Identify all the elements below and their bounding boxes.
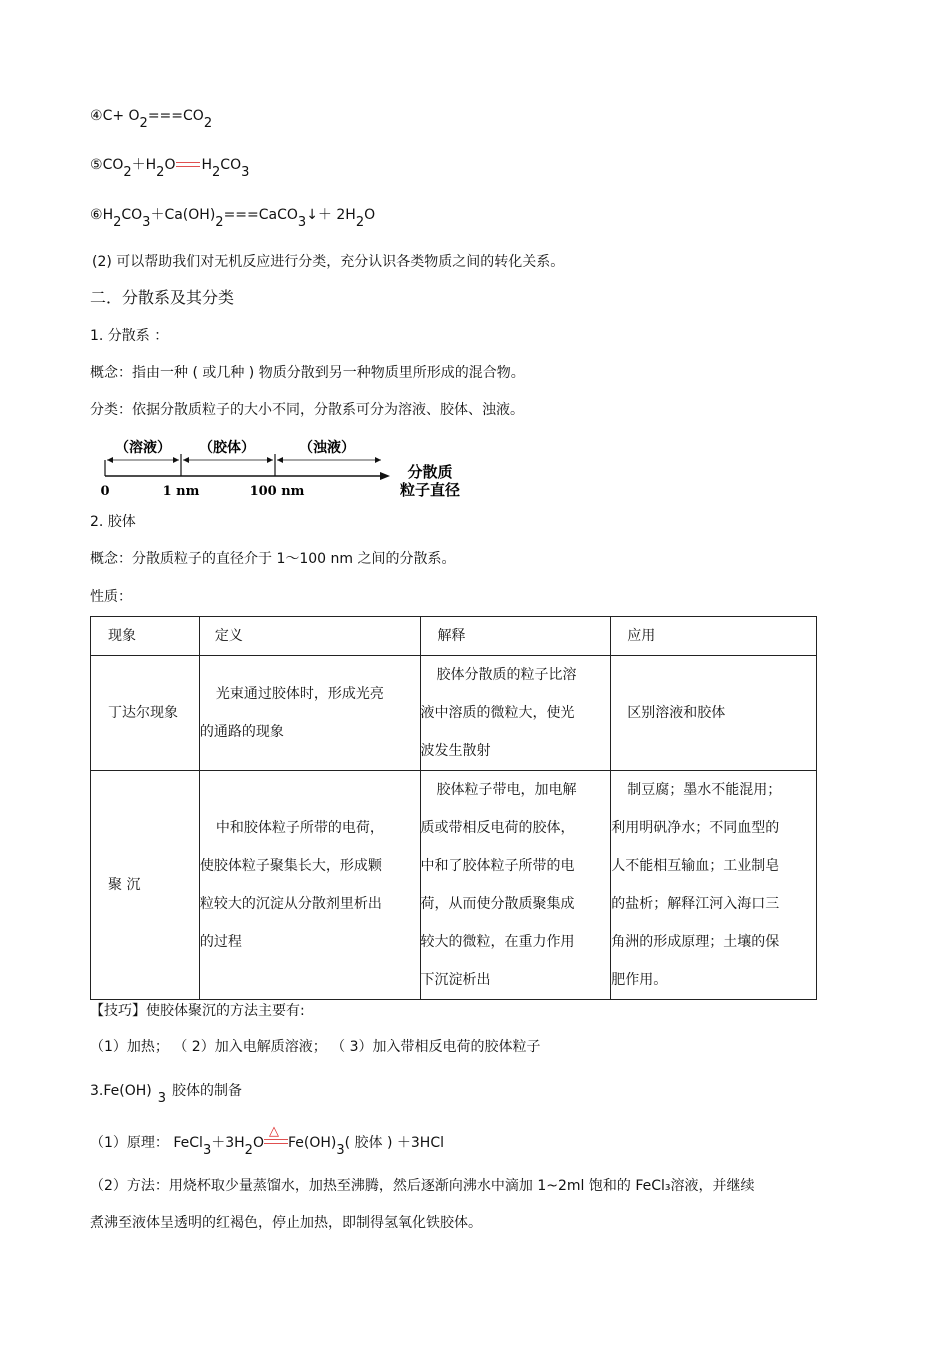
- s2-props-label: 性质：: [90, 589, 132, 605]
- reversible-arrow-icon: [176, 160, 200, 170]
- cell-explanation: 胶体分散质的粒子比溶 液中溶质的微粒大，使光 波发生散射: [420, 656, 611, 771]
- s1-concept: 概念：指由一种 ( 或几种 ) 物质分散到另一种物质里所形成的混合物。: [90, 365, 525, 381]
- segment-solution: （溶液）: [115, 440, 171, 456]
- tip-title: 【技巧】使胶体聚沉的方法主要有:: [90, 1003, 305, 1019]
- axis-label-2: 粒子直径: [399, 481, 461, 499]
- axis-arrow-icon: [380, 472, 390, 480]
- table-row: [91, 656, 817, 771]
- s1-heading: 1. 分散系 ：: [90, 328, 169, 344]
- segment-colloid: （胶体）: [199, 440, 255, 456]
- table-header-row: [91, 617, 817, 656]
- heat-triangle-icon: △: [268, 1124, 279, 1139]
- equation-6: $⑥H_2CO_3+Ca(OH)_2===CaCO_3↓+ 2H_2O$: [90, 207, 376, 230]
- header-definition: 定义: [199, 617, 420, 656]
- section-title: 二．分散系及其分类: [90, 288, 235, 307]
- axis-label-1: 分散质: [407, 463, 453, 481]
- heat-arrow: [264, 1124, 288, 1150]
- table-row: [91, 771, 817, 1000]
- equation-4: ④C+ $O_2===CO_2$: [90, 108, 213, 131]
- header-explanation: 解释: [420, 617, 611, 656]
- segment-suspension: （浊液）: [299, 440, 355, 456]
- tip-methods: （1）加热； （ 2）加入电解质溶液； （ 3）加入带相反电荷的胶体粒子: [90, 1039, 541, 1055]
- header-application: 应用: [611, 617, 817, 656]
- header-phenomenon: 现象: [91, 617, 200, 656]
- cell-definition: 中和胶体粒子所带的电荷， 使胶体粒子聚集长大，形成颗 粒较大的沉淀从分散剂里析出 的过程: [199, 771, 420, 1000]
- cell-phenomenon: 丁达尔现象: [91, 656, 200, 771]
- cell-application: 区别溶液和胶体: [611, 656, 817, 771]
- dispersion-diagram: [95, 430, 475, 502]
- colloid-properties-table: [90, 616, 817, 1000]
- tick-label-0: 0: [100, 484, 110, 499]
- s2-heading: 2. 胶体: [90, 514, 136, 530]
- equation-5: $⑤CO_2+H_2O$ $H_2CO_3$: [90, 157, 250, 180]
- s1-classify: 分类：依据分散质粒子的大小不同，分散系可分为溶液、胶体、浊液。: [90, 402, 524, 418]
- tick-label-1nm: 1 nm: [162, 484, 200, 499]
- method-line-2: 煮沸至液体呈透明的红褐色，停止加热，即制得氢氧化铁胶体。: [90, 1215, 482, 1231]
- principle-equation: （1）原理： $FeCl_3+3H_2O$ △ $Fe(OH)_3$( 胶体 ) ＋3HCl: [90, 1124, 444, 1158]
- cell-application: 制豆腐；墨水不能混用； 利用明矾净水；不同血型的 人不能相互输血；工业制皂 的盐析；解释江河入海口三 角洲的形成原理；土壤的保 肥作用。: [611, 771, 817, 1000]
- note-2: (2) 可以帮助我们对无机反应进行分类，充分认识各类物质之间的转化关系。: [92, 254, 565, 270]
- cell-explanation: 胶体粒子带电，加电解 质或带相反电荷的胶体， 中和了胶体粒子所带的电 荷，从而使分散质聚集成 较大的微粒，在重力作用 下沉淀析出: [420, 771, 611, 1000]
- tick-label-100nm: 100 nm: [249, 484, 305, 499]
- method-line-1: （2）方法：用烧杯取少量蒸馏水，加热至沸腾，然后逐渐向沸水中滴加 1~2ml 饱和的 FeCl₃溶液，并继续: [90, 1178, 755, 1194]
- cell-phenomenon: 聚 沉: [91, 771, 200, 1000]
- s2-concept: 概念：分散质粒子的直径介于 1～100 nm 之间的分散系。: [90, 551, 456, 567]
- s3-heading: 3.Fe(OH) $_3$ 胶体的制备: [90, 1083, 243, 1106]
- cell-definition: 光束通过胶体时，形成光亮 的通路的现象: [199, 656, 420, 771]
